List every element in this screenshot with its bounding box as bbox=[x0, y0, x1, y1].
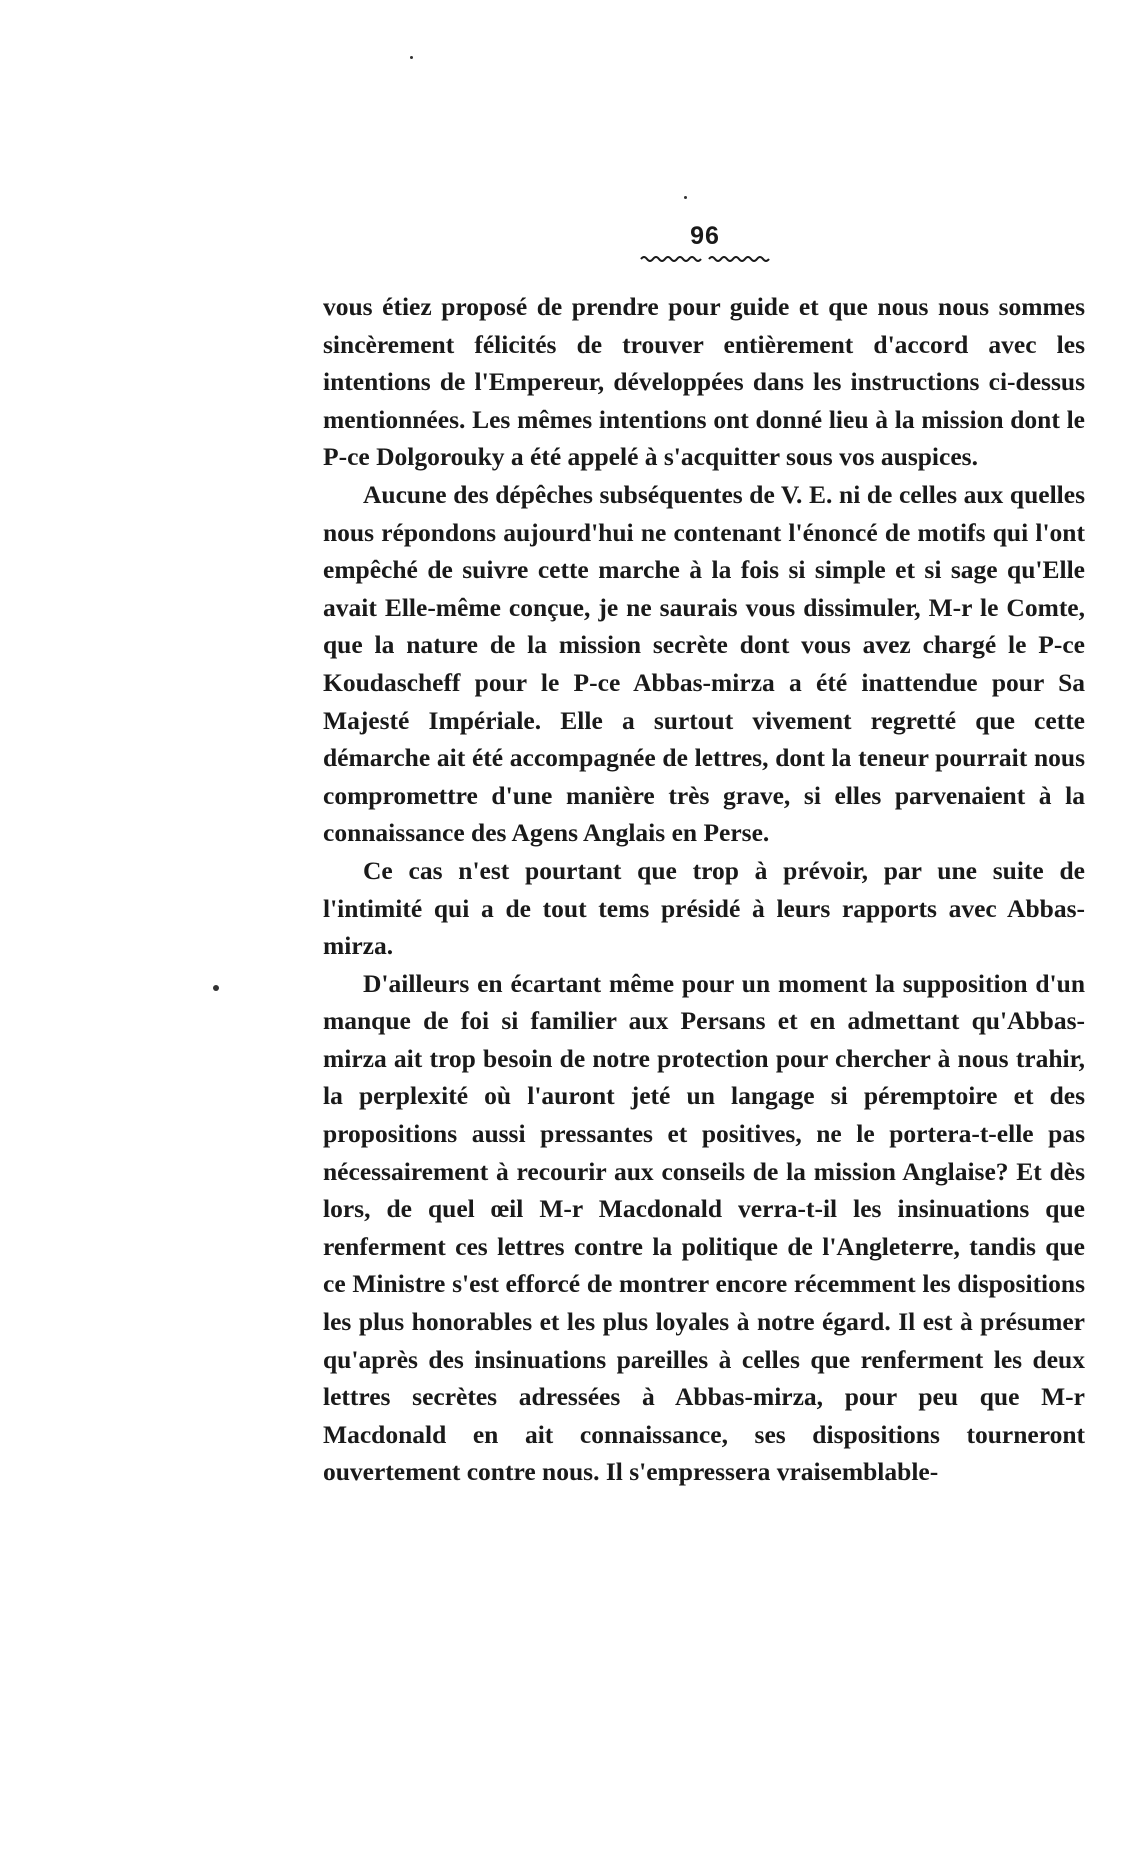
wavy-rule-ornament bbox=[639, 253, 771, 263]
ink-speck bbox=[213, 985, 219, 991]
paragraph: Ce cas n'est pourtant que trop à prévoir, par une suite de l'intimité qui a de tout tems présidé à leurs rapports avec Abbas-mirza. bbox=[323, 855, 1085, 961]
paragraph: D'ailleurs en écartant même pour un moment la supposition d'un manque de foi si familier aux Persans et en admettant qu'Abbas-mirza ait trop besoin de notre protection pour chercher à nous trahir, la perplexité où l'auront jeté un langage si péremptoire et des propositions aussi pressantes et positives, ne le portera-t-elle pas nécessairement à recourir aux conseils de la mission Anglaise? Et dès lors, de quel œil M-r Macdonald verra-t-il les insinuations que renferment ces lettres contre la politique de l'Angleterre, tandis que ce Ministre s'est efforcé de montrer encore récemment les dispositions les plus honorables et les plus loyales à notre égard. Il est à présumer qu'après des insinuations pareilles à celles que renferment les deux lettres secrètes adressées à Abbas-mirza, pour peu que M-r Macdonald en ait connaissance, ses dispositions tourneront ouvertement contre nous. Il s'empressera vraisemblable- bbox=[323, 968, 1085, 1487]
ink-speck bbox=[410, 56, 413, 59]
paragraph: Aucune des dépêches subséquentes de V. E. ni de celles aux quelles nous répondons aujourd'hui ne contenant l'énoncé de motifs qui l'ont empêché de suivre cette marche à la fois si simple et si sage qu'Elle avait Elle-même conçue, je ne saurais vous dissimuler, M-r le Comte, que la nature de la mission secrète dont vous avez chargé le P-ce Koudascheff pour le P-ce Abbas-mirza a été inattendue pour Sa Majesté Impériale. Elle a surtout vivement regretté que cette démarche ait été accompagnée de lettres, dont la teneur pourrait nous compromettre d'une manière très grave, si elles parvenaient à la connaissance des Agens Anglais en Perse. bbox=[323, 479, 1085, 848]
ink-speck bbox=[684, 196, 687, 199]
page-number: 96 bbox=[690, 222, 720, 250]
body-text bbox=[323, 288, 1085, 1491]
page-header bbox=[635, 222, 775, 263]
paragraph: vous étiez proposé de prendre pour guide et que nous nous sommes sincèrement félicités de trouver entièrement d'accord avec les intentions de l'Empereur, développées dans les instructions ci-dessus mentionnées. Les mêmes intentions ont donné lieu à la mission dont le P-ce Dolgorouky a été appelé à s'acquitter sous vos auspices. bbox=[323, 292, 1085, 472]
